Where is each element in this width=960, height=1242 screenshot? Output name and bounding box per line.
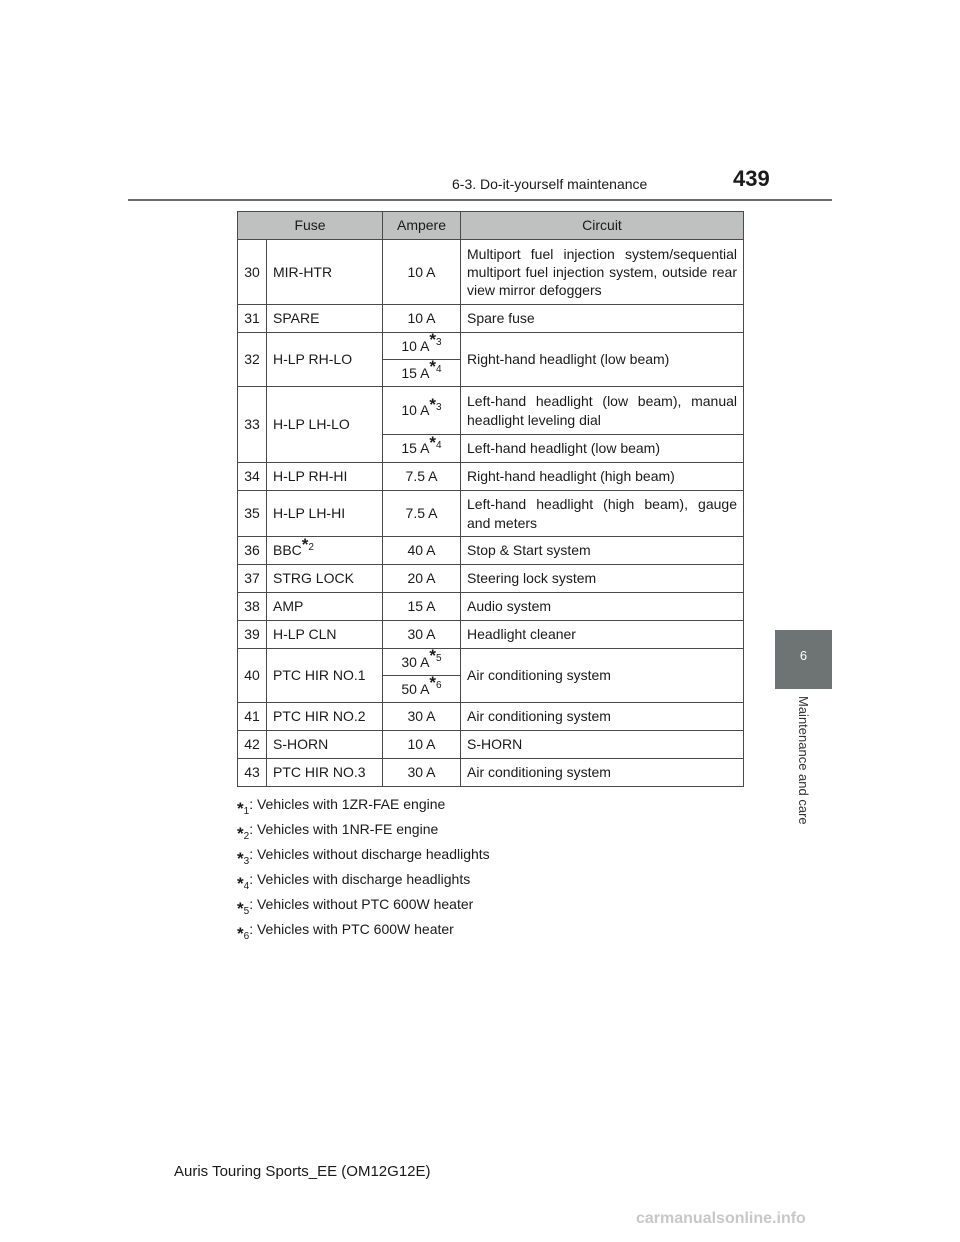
fuse-ampere	[383, 330, 461, 360]
fuse-ampere: 7.5 A	[383, 491, 461, 537]
footnote-ref: *4	[429, 432, 442, 452]
table-row	[238, 703, 744, 731]
footnote-ref: *4	[429, 357, 442, 377]
fuse-number: 38	[238, 593, 267, 621]
footnote-text: : Vehicles without PTC 600W heater	[249, 896, 474, 912]
chapter-number: 6	[799, 648, 808, 663]
fuse-name-text: BBC	[273, 542, 302, 559]
fuse-name: PTC HIR NO.2	[267, 703, 383, 731]
footnotes	[237, 787, 490, 943]
footnote-text: : Vehicles with discharge headlights	[249, 871, 471, 887]
fuse-name	[267, 534, 383, 565]
fuse-name: H-LP LH-HI	[267, 491, 383, 537]
table-row	[238, 565, 744, 593]
fuse-ampere	[383, 357, 461, 387]
table-row	[238, 333, 744, 360]
fuse-circuit: Stop & Start system	[461, 537, 744, 565]
footnote: *2 : Vehicles with 1NR-FE engine	[237, 821, 439, 843]
fuse-circuit: Steering lock system	[461, 565, 744, 593]
chapter-label: Maintenance and care	[796, 696, 811, 825]
ampere-value: 10 A	[401, 402, 430, 419]
header-fuse: Fuse	[238, 212, 383, 240]
footnote-mark: 3	[243, 856, 250, 867]
fuse-ampere	[383, 387, 461, 435]
fuse-circuit: Air conditioning system	[461, 703, 744, 731]
table-row	[238, 649, 744, 676]
footnote-text: : Vehicles with 1NR-FE engine	[249, 821, 439, 837]
footnote: *4 : Vehicles with discharge headlights	[237, 871, 471, 893]
fuse-ampere: 30 A	[383, 703, 461, 731]
fuse-circuit: Air conditioning system	[461, 649, 744, 703]
footnote-mark: 6	[243, 931, 250, 942]
footnote-mark: 1	[243, 806, 250, 817]
fuse-ampere: 10 A	[383, 305, 461, 333]
footnote-mark: 4	[243, 881, 250, 892]
fuse-ampere: 30 A	[383, 621, 461, 649]
fuse-ampere	[383, 432, 461, 463]
ampere-value: 10 A	[401, 337, 430, 354]
table-row	[238, 463, 744, 491]
fuse-number: 32	[238, 333, 267, 387]
fuse-ampere: 20 A	[383, 565, 461, 593]
fuse-ampere: 10 A	[383, 731, 461, 759]
fuse-circuit: Right-hand headlight (high beam)	[461, 463, 744, 491]
fuse-circuit: Left-hand headlight (high beam), gauge and meters	[461, 491, 744, 537]
fuse-circuit: Headlight cleaner	[461, 621, 744, 649]
fuse-ampere: 7.5 A	[383, 463, 461, 491]
table-row	[238, 305, 744, 333]
fuse-ampere	[383, 646, 461, 676]
footnote-text: : Vehicles without discharge headlights	[249, 846, 490, 862]
fuse-circuit: Audio system	[461, 593, 744, 621]
table-row	[238, 759, 744, 787]
fuse-name: H-LP RH-LO	[267, 333, 383, 387]
table-row	[238, 593, 744, 621]
fuse-name: SPARE	[267, 305, 383, 333]
table-row	[238, 491, 744, 537]
fuse-number: 33	[238, 387, 267, 463]
fuse-circuit: Left-hand headlight (low beam), manual headlight leveling dial	[461, 387, 744, 435]
fuse-name: PTC HIR NO.1	[267, 649, 383, 703]
table-row	[238, 387, 744, 435]
footnote: *1 : Vehicles with 1ZR-FAE engine	[237, 796, 446, 818]
fuse-circuit: Multiport fuel injection system/sequential multiport fuel injection system, outside rear view mirror defoggers	[461, 240, 744, 305]
footnote-text: : Vehicles with PTC 600W heater	[249, 921, 454, 937]
ampere-value: 15 A	[401, 440, 430, 457]
footnote-mark: 2	[243, 831, 250, 842]
fuse-number: 30	[238, 240, 267, 305]
fuse-number: 41	[238, 703, 267, 731]
header-ampere: Ampere	[383, 212, 461, 240]
fuse-name: S-HORN	[267, 731, 383, 759]
table-row	[238, 731, 744, 759]
fuse-ampere	[383, 673, 461, 703]
fuse-circuit: Spare fuse	[461, 305, 744, 333]
ampere-value: 15 A	[401, 364, 430, 381]
fuse-name: PTC HIR NO.3	[267, 759, 383, 787]
fuse-number: 42	[238, 731, 267, 759]
fuse-ampere: 40 A	[383, 537, 461, 565]
fuse-number: 36	[238, 537, 267, 565]
ampere-value: 50 A	[401, 680, 430, 697]
section-title: 6-3. Do-it-yourself maintenance	[452, 176, 648, 192]
fuse-circuit: S-HORN	[461, 731, 744, 759]
footnote-ref: *6	[429, 673, 442, 693]
footnote-mark: 5	[243, 906, 250, 917]
footnote-ref: *5	[429, 646, 442, 666]
fuse-circuit: Right-hand headlight (low beam)	[461, 333, 744, 387]
manual-footer: Auris Touring Sports_EE (OM12G12E)	[174, 1163, 431, 1180]
fuse-circuit: Left-hand headlight (low beam)	[461, 435, 744, 463]
fuse-number: 35	[238, 491, 267, 537]
table-header-row	[238, 212, 744, 240]
footnote-ref: *3	[429, 330, 442, 350]
fuse-number: 40	[238, 649, 267, 703]
fuse-number: 31	[238, 305, 267, 333]
fuse-name: MIR-HTR	[267, 240, 383, 305]
footnote-text: : Vehicles with 1ZR-FAE engine	[249, 796, 446, 812]
page-number: 439	[733, 166, 770, 191]
fuse-name: H-LP LH-LO	[267, 387, 383, 463]
fuse-number: 34	[238, 463, 267, 491]
footnote: *5 : Vehicles without PTC 600W heater	[237, 896, 474, 918]
fuse-name: AMP	[267, 593, 383, 621]
fuse-number: 37	[238, 565, 267, 593]
fuse-ampere: 15 A	[383, 593, 461, 621]
fuse-circuit: Air conditioning system	[461, 759, 744, 787]
header-circuit: Circuit	[461, 212, 744, 240]
fuse-number: 39	[238, 621, 267, 649]
fuse-name: H-LP CLN	[267, 621, 383, 649]
table-row	[238, 240, 744, 305]
chapter-tab	[775, 630, 832, 689]
ampere-value: 30 A	[401, 653, 430, 670]
fuse-table	[237, 211, 744, 787]
fuse-number: 43	[238, 759, 267, 787]
footnote: *6 : Vehicles with PTC 600W heater	[237, 921, 454, 943]
table-row	[238, 537, 744, 565]
watermark: carmanualsonline.info	[636, 1210, 806, 1227]
footnote: *3 : Vehicles without discharge headlights	[237, 846, 490, 868]
fuse-ampere: 10 A	[383, 240, 461, 305]
header-divider	[128, 199, 832, 201]
footnote-ref: *3	[429, 394, 442, 414]
fuse-name: STRG LOCK	[267, 565, 383, 593]
footnote-ref: *2	[301, 534, 314, 554]
table-row	[238, 621, 744, 649]
fuse-ampere: 30 A	[383, 759, 461, 787]
fuse-name: H-LP RH-HI	[267, 463, 383, 491]
